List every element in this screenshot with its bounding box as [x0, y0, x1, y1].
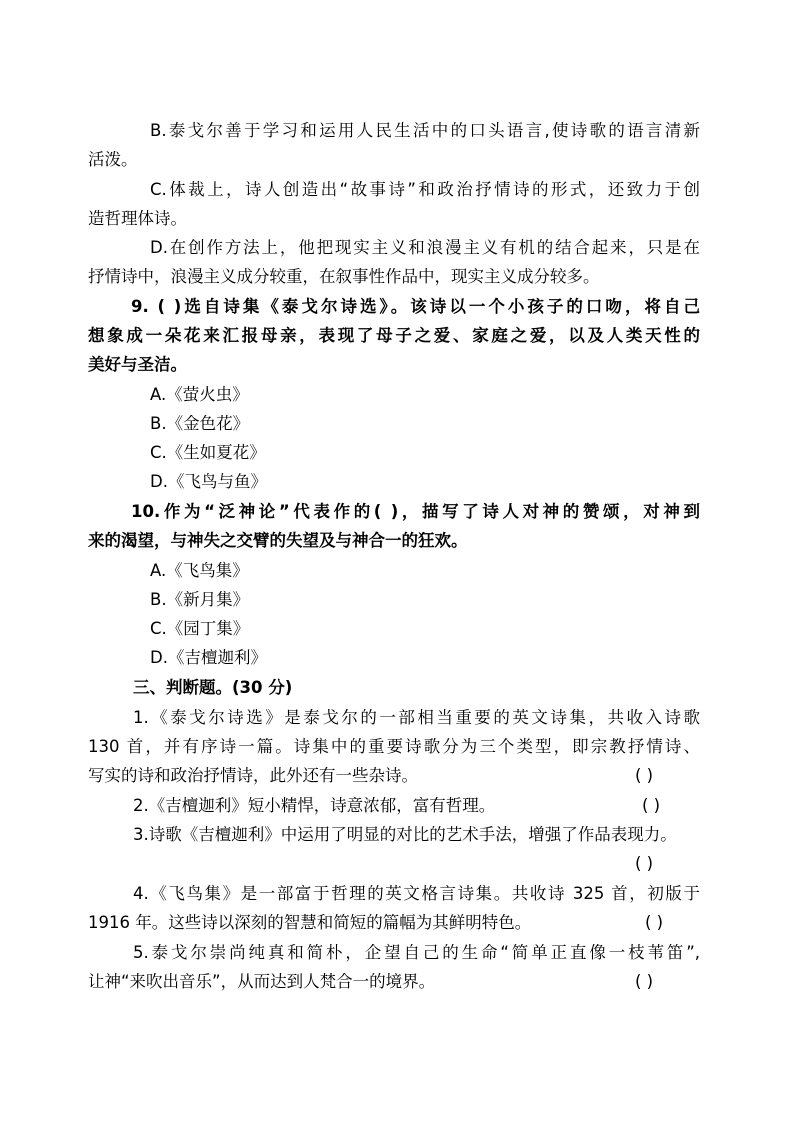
tf-item-5-line2: 让神“来吹出音乐”，从而达到人梵合一的境界。	[88, 972, 436, 991]
q10-option-a: A.《飞鸟集》	[150, 561, 249, 580]
q10-option-b: B.《新月集》	[150, 590, 250, 609]
tf-item-2-line1: 2.《吉檀迦利》短小精悍，诗意浓郁，富有哲理。	[133, 796, 496, 815]
tf-item-4-line2: 1916 年。这些诗以深刻的智慧和简短的篇幅为其鲜明特色。	[88, 913, 532, 932]
tf-item-1-line2: 130 首，并有序诗一篇。诗集中的重要诗歌分为三个类型，即宗教抒情诗、	[88, 737, 700, 756]
question-10-line2: 来的渴望，与神失之交臂的失望及与神合一的狂欢。	[88, 531, 468, 550]
tf-item-4-line1: 4.《飞鸟集》是一部富于哲理的英文格言诗集。共收诗 325 首，初版于	[133, 884, 700, 903]
option-b-line2: 活泼。	[88, 150, 138, 169]
tf-item-4-answer-blank[interactable]: ( )	[645, 913, 664, 932]
q9-option-a: A.《萤火虫》	[150, 385, 249, 404]
option-b-line1: B.泰戈尔善于学习和运用人民生活中的口头语言,使诗歌的语言清新	[150, 121, 700, 140]
tf-item-1-line1: 1.《泰戈尔诗选》是泰戈尔的一部相当重要的英文诗集，共收入诗歌	[133, 708, 700, 727]
q10-option-c: C.《园丁集》	[150, 619, 250, 638]
tf-item-5-answer-blank[interactable]: ( )	[635, 972, 654, 991]
tf-item-1-line3: 写实的诗和政治抒情诗，此外还有一些杂诗。	[88, 766, 418, 785]
q9-option-d: D.《飞鸟与鱼》	[150, 472, 267, 491]
question-10-line1: 10.作为“泛神论”代表作的( )，描写了诗人对神的赞颂，对神到	[131, 502, 700, 521]
question-9-line2: 想象成一朵花来汇报母亲，表现了母子之爱、家庭之爱，以及人类天性的	[88, 326, 700, 345]
option-d-line1: D.在创作方法上，他把现实主义和浪漫主义有机的结合起来，只是在	[150, 238, 700, 257]
tf-item-3-answer-blank[interactable]: ( )	[635, 854, 654, 873]
option-d-line2: 抒情诗中，浪漫主义成分较重，在叙事性作品中，现实主义成分较多。	[88, 267, 600, 286]
tf-item-2-answer-blank[interactable]: ( )	[642, 796, 661, 815]
q9-option-c: C.《生如夏花》	[150, 443, 266, 462]
question-9-line1: 9. ( )选自诗集《泰戈尔诗选》。该诗以一个小孩子的口吻，将自己	[131, 297, 700, 316]
q9-option-b: B.《金色花》	[150, 414, 250, 433]
option-c-line2: 造哲理体诗。	[88, 209, 187, 228]
q10-option-d: D.《吉檀迦利》	[150, 648, 267, 667]
tf-item-5-line1: 5.泰戈尔崇尚纯真和简朴，企望自己的生命“简单正直像一枝苇笛”,	[133, 943, 700, 962]
tf-item-1-answer-blank[interactable]: ( )	[635, 766, 654, 785]
section-3-heading: 三、判断题。(30 分)	[133, 678, 293, 697]
tf-item-3-line1: 3.诗歌《吉檀迦利》中运用了明显的对比的艺术手法，增强了作品表现力。	[133, 825, 677, 844]
question-9-line3: 美好与圣洁。	[88, 355, 187, 374]
option-c-line1: C.体裁上，诗人创造出“故事诗”和政治抒情诗的形式，还致力于创	[150, 180, 700, 199]
